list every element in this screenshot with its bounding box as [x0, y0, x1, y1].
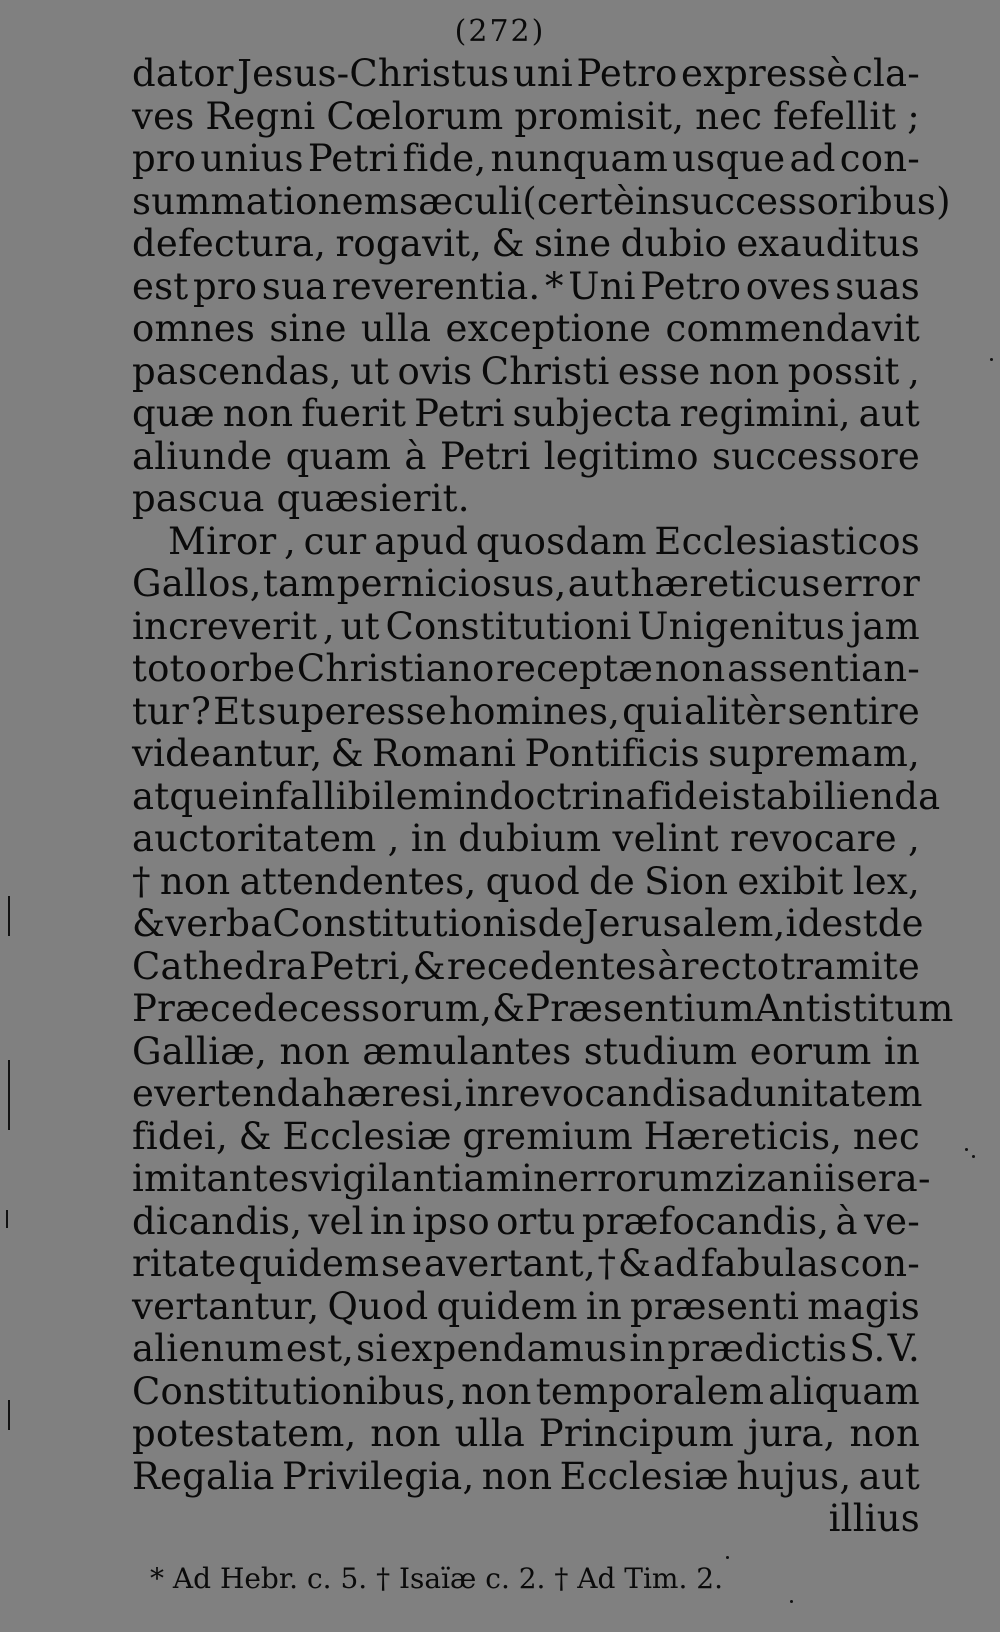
word: promisit, [514, 94, 685, 138]
word: non [461, 1369, 532, 1413]
word: ulla [360, 307, 432, 350]
text-line [132, 987, 954, 1031]
page-number: (272) [454, 14, 546, 49]
word: Petro [576, 52, 678, 95]
word: con- [839, 137, 920, 180]
word: Pontificis [524, 732, 700, 775]
word: verba [165, 902, 273, 945]
word: Ecclesiæ [559, 1454, 730, 1498]
word: & [132, 902, 166, 945]
word: alienum [132, 1327, 284, 1370]
scan-speck [790, 1600, 793, 1603]
word: toto [132, 647, 208, 690]
word: Galliæ, [132, 1029, 268, 1073]
word: in [464, 1072, 501, 1115]
word: est [132, 264, 189, 308]
word: apud [374, 519, 469, 563]
word: dator [132, 52, 234, 95]
word: à [404, 434, 427, 478]
word: quidem [436, 1284, 578, 1328]
word: sine [269, 307, 347, 350]
word: revocandis [500, 1072, 707, 1115]
text-line [132, 1328, 920, 1371]
word: Miror [168, 519, 277, 563]
word: Ecclesiæ [282, 1114, 452, 1158]
word: ve- [864, 1199, 920, 1243]
word: non [849, 1412, 920, 1455]
text-line [132, 902, 924, 946]
word: ( [522, 179, 537, 223]
word: certè [536, 179, 635, 223]
word: con- [839, 1242, 920, 1285]
word: præfocandis, [581, 1199, 830, 1243]
word: Constitutioni [385, 604, 632, 648]
word: non [222, 392, 294, 435]
word: quam [285, 434, 392, 478]
text-line-content: pascua quæsierit. [132, 477, 470, 520]
word: , [322, 604, 335, 648]
scan-artifact [8, 1400, 10, 1430]
word: usque [672, 137, 786, 180]
word: de [589, 859, 635, 903]
word: unitatem [752, 1072, 923, 1115]
word: non [279, 1029, 351, 1073]
word: regimini, [679, 392, 851, 435]
text-line [132, 648, 920, 691]
word: aut [567, 562, 630, 605]
scan-artifact [6, 1210, 8, 1228]
word: ut [350, 349, 390, 393]
word: zizaniis [714, 1157, 856, 1200]
word: qui [622, 689, 683, 733]
word: in [521, 1157, 558, 1200]
word: sentire [787, 689, 920, 733]
word: à [835, 1199, 858, 1243]
word: Antistitum [754, 987, 954, 1030]
word: reverentia. [331, 264, 541, 308]
word: uni [512, 52, 573, 95]
text-line [132, 223, 920, 266]
word: studium [583, 1029, 738, 1073]
word: exauditus [736, 222, 920, 265]
word: in [585, 1284, 622, 1328]
word: Quod [327, 1284, 429, 1328]
word: Christi [480, 349, 610, 393]
word: Et [213, 689, 256, 733]
word: imitantes [132, 1157, 310, 1200]
word: sua [261, 264, 328, 308]
word: avertant, [424, 1242, 596, 1285]
word: à [657, 944, 680, 988]
scan-speck [972, 1155, 975, 1158]
word: Constitutionis [272, 902, 538, 945]
word: , [907, 349, 920, 393]
word: & [238, 1114, 272, 1158]
word: † [132, 859, 151, 903]
word: ulla [454, 1412, 525, 1455]
word: Gallos, [132, 562, 262, 605]
word: eorum [749, 1029, 872, 1073]
text-line [132, 478, 920, 521]
text-line [132, 1116, 920, 1159]
word: Uni [568, 264, 636, 308]
footnote: * Ad Hebr. c. 5. † Isaïæ c. 2. † Ad Tim. 2. [150, 1562, 724, 1595]
word: ad [706, 1072, 753, 1115]
word: esse [617, 349, 701, 393]
text-line [132, 138, 920, 181]
word: ; [907, 94, 920, 138]
word: temporalem [535, 1369, 765, 1413]
word: Christiano [296, 647, 495, 690]
text-line [132, 436, 920, 479]
word: orbe [208, 647, 296, 690]
word: auctoritatem [132, 817, 377, 860]
word: nunquam [490, 137, 669, 180]
text-line [132, 96, 920, 139]
word: non [481, 1454, 553, 1498]
scan-speck [965, 1148, 968, 1151]
word: potestatem, [132, 1412, 357, 1455]
text-line [132, 53, 920, 96]
word: exibit [737, 859, 844, 903]
word: Privilegia, [281, 1454, 475, 1498]
word: supremam, [708, 732, 920, 775]
word: tramite [780, 944, 920, 988]
word: ad [789, 137, 836, 180]
word: Petri [307, 137, 399, 180]
word: hujus, [736, 1454, 852, 1498]
word: ut [340, 604, 380, 648]
text-line [132, 818, 920, 861]
word: jam [850, 604, 920, 648]
word: est, [285, 1327, 355, 1370]
word: sæculi [399, 179, 523, 223]
word: Præcedecessorum, [132, 987, 492, 1030]
word: defectura, [132, 222, 327, 265]
word: æmulantes [362, 1029, 572, 1073]
word: gremium [462, 1114, 633, 1158]
word: quidem [238, 1242, 380, 1285]
word: nec [852, 1114, 920, 1158]
word: quæ [132, 392, 215, 435]
body-text [132, 52, 954, 1541]
word: pascendas, [132, 349, 342, 393]
word: Constitutionibus, [132, 1369, 458, 1413]
word: Petri [414, 392, 505, 435]
word: in [883, 1029, 920, 1073]
text-line [132, 1157, 931, 1201]
word: fefellit [773, 94, 897, 138]
word: unius [200, 137, 304, 180]
word: hæreticus [630, 562, 821, 605]
word: rogavit, [335, 222, 483, 265]
word: , [908, 817, 920, 860]
word: Sion [644, 859, 729, 903]
word: Hæreticis, [643, 1114, 843, 1158]
text-line [132, 308, 920, 351]
word: doctrina [489, 774, 648, 818]
word: receptæ [496, 647, 654, 690]
word: exceptione [445, 307, 652, 350]
text-line [132, 861, 920, 904]
word: vigilantiam [309, 1157, 522, 1200]
word: † [597, 1242, 617, 1285]
word: recedentes [446, 944, 657, 988]
word: possit [787, 349, 900, 393]
word: expressè [681, 52, 849, 95]
catchword [132, 1498, 920, 1541]
word: alitèr [684, 689, 786, 733]
word: fuerit [301, 392, 407, 435]
word: attendentes, [239, 859, 477, 903]
word: & [492, 987, 526, 1030]
word: ritate [132, 1242, 237, 1285]
scan-artifact [8, 896, 10, 936]
word: Cœlorum [326, 94, 504, 138]
word: fidei, [132, 1114, 228, 1158]
word: expendamus [389, 1327, 628, 1370]
word: in [410, 817, 447, 860]
word: in [369, 1199, 407, 1243]
word: & [412, 944, 446, 988]
word: subjecta [512, 392, 672, 435]
word: videantur, [132, 732, 323, 775]
text-line [132, 393, 920, 436]
word: pro [192, 264, 258, 308]
word: successore [711, 434, 920, 478]
word: dicandis, [132, 1199, 303, 1243]
word: perniciosus, [336, 562, 567, 605]
text-line [132, 1286, 920, 1329]
word: Romani [372, 732, 517, 775]
word: est [821, 902, 878, 945]
word: Cathedra [132, 944, 308, 988]
word: dubium [458, 817, 602, 860]
word: successoribus) [671, 179, 951, 223]
word: non [159, 859, 231, 903]
word: prædictis [667, 1327, 848, 1370]
word: cla- [852, 52, 920, 95]
word: oves [745, 264, 831, 308]
word: tur [132, 689, 189, 733]
word: de [877, 902, 924, 945]
word: Petro [640, 264, 742, 308]
word: revocare [730, 817, 897, 860]
word: non [708, 349, 780, 393]
word: & [491, 222, 525, 265]
word: tam [262, 562, 336, 605]
text-line [132, 351, 920, 394]
word: Jesus-Christus [237, 52, 510, 95]
text-line [132, 733, 920, 776]
word: in [453, 774, 490, 818]
word: ortu [496, 1199, 576, 1243]
text-line [132, 266, 920, 309]
text-line [132, 1243, 920, 1286]
scan-artifact [8, 1060, 10, 1130]
word: evertenda [132, 1072, 323, 1115]
word: vertantur, [132, 1284, 320, 1328]
word: Unigenitus [637, 604, 846, 648]
word: legitimo [543, 434, 699, 478]
word: commendavit [665, 307, 920, 350]
word: fide, [402, 137, 487, 180]
word: infallibilem [239, 774, 453, 818]
word: fabulas [700, 1242, 839, 1285]
word: si [356, 1327, 388, 1370]
word: lex, [852, 859, 920, 903]
word: stabilienda [731, 774, 941, 818]
word: Petri, [309, 944, 412, 988]
text-line [132, 1456, 920, 1499]
word: error [821, 562, 920, 605]
word: aut [858, 1454, 920, 1498]
text-line [132, 946, 920, 989]
word: hæresi, [322, 1072, 465, 1115]
word: velint [612, 817, 719, 860]
word: omnes [132, 307, 256, 350]
text-line [132, 1201, 920, 1244]
word: magis [807, 1284, 920, 1328]
word: ad [652, 1242, 699, 1285]
word: homines, [449, 689, 621, 733]
word: Præsentium [525, 987, 755, 1030]
text-line [132, 1371, 920, 1414]
word: quosdam [475, 519, 647, 563]
word: & [330, 732, 364, 775]
word: de [537, 902, 584, 945]
word: ves [132, 94, 195, 138]
word: , [387, 817, 400, 860]
word: cur [303, 519, 367, 563]
word: recto [680, 944, 780, 988]
word: S. [849, 1327, 886, 1370]
scan-speck [990, 358, 993, 361]
word: atque [132, 774, 240, 818]
word: Regalia [132, 1454, 275, 1498]
word: aut [858, 392, 920, 435]
word: Ecclesiasticos [654, 519, 920, 563]
word: non [370, 1412, 441, 1455]
text-line [132, 1031, 920, 1074]
word: non [654, 647, 726, 690]
word: jura, [747, 1412, 836, 1455]
word: pro [132, 137, 197, 180]
text-line [132, 179, 951, 224]
word: aliunde [132, 434, 273, 478]
word: ipso [412, 1199, 490, 1243]
word: & [617, 1242, 652, 1285]
text-line [132, 606, 920, 649]
word: in [634, 179, 672, 223]
word: dubio [620, 222, 727, 265]
text-line [132, 1072, 923, 1116]
text-line [132, 691, 920, 734]
word: id [785, 902, 822, 945]
word: aliquam [768, 1369, 920, 1413]
word: Petri [439, 434, 531, 478]
word: se [381, 1242, 423, 1285]
word: ovis [397, 349, 473, 393]
word: sine [533, 222, 612, 265]
word: superesse [257, 689, 448, 733]
word: assentian- [727, 647, 920, 690]
text-line [132, 521, 920, 564]
word: fidei [647, 774, 732, 818]
word: * [544, 264, 564, 308]
text-line [132, 774, 941, 819]
word: Regni [205, 94, 316, 138]
word: præsenti [630, 1284, 800, 1328]
word: errorum [557, 1157, 715, 1200]
word: summationem [132, 179, 400, 223]
word: V. [887, 1327, 920, 1370]
word: vel [308, 1199, 364, 1243]
word: nec [695, 94, 763, 138]
word: quod [485, 859, 580, 903]
word: era- [855, 1157, 931, 1200]
word: increverit [132, 604, 318, 648]
text-line [132, 563, 920, 606]
word: Principum [538, 1412, 734, 1455]
word: in [629, 1327, 666, 1370]
word: suas [835, 264, 920, 308]
text-line [132, 1413, 920, 1456]
scan-speck [726, 1556, 729, 1559]
word: ? [191, 689, 212, 733]
word: Jerusalem, [583, 902, 786, 945]
word: , [284, 519, 296, 563]
text-line-content: illius [828, 1497, 920, 1540]
